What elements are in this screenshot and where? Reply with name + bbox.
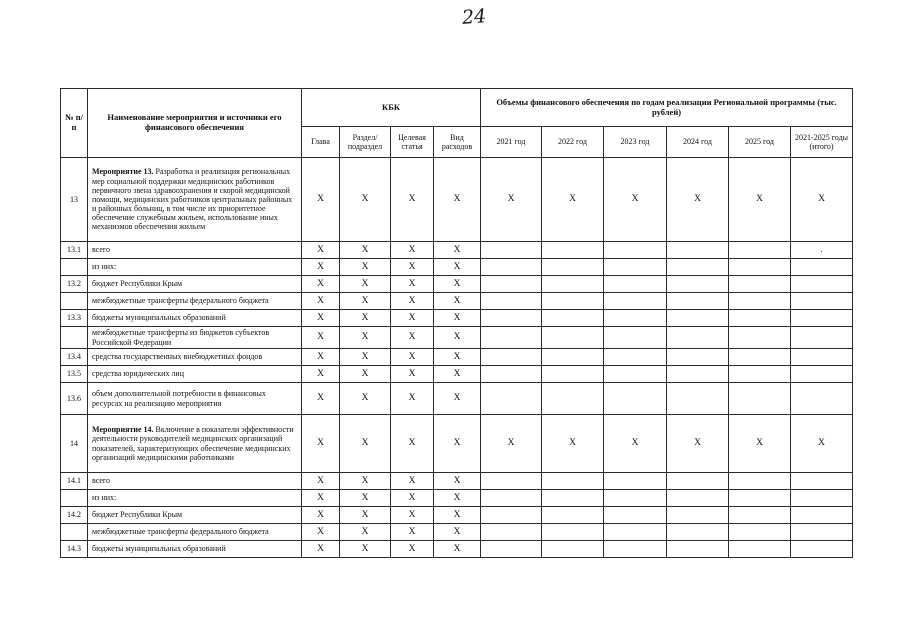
page-number: 24 (461, 5, 487, 29)
amount-cell (542, 327, 604, 349)
x-mark: X (391, 158, 434, 242)
header-year: 2021 год (481, 127, 542, 158)
event-description (88, 158, 302, 242)
amount-cell (791, 524, 853, 541)
amount-cell (604, 383, 667, 415)
x-mark: X (729, 415, 791, 473)
amount-cell (729, 524, 791, 541)
x-mark: X (391, 415, 434, 473)
x-mark: X (340, 366, 391, 383)
x-mark: X (340, 541, 391, 558)
x-mark: X (302, 524, 340, 541)
source-name: бюджеты муниципальных образований (88, 541, 302, 558)
x-mark: X (791, 158, 853, 242)
amount-cell (542, 383, 604, 415)
source-name: объем дополнительной потребности в финансовых ресурсах на реализацию мероприятия (88, 383, 302, 415)
amount-cell (481, 349, 542, 366)
amount-cell (481, 490, 542, 507)
table-row (61, 310, 853, 327)
header-volumes: Объемы финансового обеспечения по годам реализации Региональной программы (тыс. рублей) (481, 89, 853, 127)
amount-cell (542, 490, 604, 507)
amount-cell (542, 366, 604, 383)
row-num (61, 259, 88, 276)
x-mark: X (434, 158, 481, 242)
amount-cell (791, 473, 853, 490)
header-num: № п/п (61, 89, 88, 158)
table-row (61, 524, 853, 541)
amount-cell (481, 383, 542, 415)
x-mark: X (302, 158, 340, 242)
row-num: 14 (61, 415, 88, 473)
x-mark: X (434, 366, 481, 383)
amount-cell (481, 524, 542, 541)
x-mark: X (391, 327, 434, 349)
x-mark: X (302, 276, 340, 293)
x-mark: X (302, 259, 340, 276)
amount-cell (604, 541, 667, 558)
event-row (61, 415, 853, 473)
x-mark: X (434, 242, 481, 259)
amount-cell (604, 327, 667, 349)
x-mark: X (434, 524, 481, 541)
amount-cell (791, 259, 853, 276)
row-num: 14.2 (61, 507, 88, 524)
x-mark: X (391, 524, 434, 541)
table-row (61, 383, 853, 415)
x-mark: X (302, 507, 340, 524)
amount-cell (604, 524, 667, 541)
row-num: 13.1 (61, 242, 88, 259)
amount-cell (729, 327, 791, 349)
x-mark: X (340, 259, 391, 276)
row-num (61, 293, 88, 310)
amount-cell (667, 293, 729, 310)
event-title: Мероприятие 14. (92, 425, 154, 435)
amount-cell (667, 383, 729, 415)
amount-cell (791, 293, 853, 310)
amount-cell (542, 276, 604, 293)
row-num: 14.3 (61, 541, 88, 558)
amount-cell (604, 242, 667, 259)
amount-cell (729, 259, 791, 276)
x-mark: X (302, 541, 340, 558)
header-kbk-col: Целевая статья (391, 127, 434, 158)
x-mark: X (667, 415, 729, 473)
amount-cell (542, 259, 604, 276)
x-mark: X (340, 507, 391, 524)
x-mark: X (729, 158, 791, 242)
amount-cell (604, 293, 667, 310)
x-mark: X (302, 473, 340, 490)
financing-table (60, 88, 853, 558)
amount-cell (667, 490, 729, 507)
x-mark: X (302, 293, 340, 310)
header-year: 2025 год (729, 127, 791, 158)
row-num (61, 524, 88, 541)
x-mark: X (340, 310, 391, 327)
amount-cell (604, 366, 667, 383)
table-row (61, 327, 853, 349)
x-mark: X (434, 383, 481, 415)
source-name: всего (88, 473, 302, 490)
x-mark: X (340, 276, 391, 293)
amount-cell (791, 310, 853, 327)
event14-source-rows (61, 473, 853, 558)
table-row (61, 276, 853, 293)
source-name: всего (88, 242, 302, 259)
table-row (61, 541, 853, 558)
header-year: 2023 год (604, 127, 667, 158)
x-mark: X (302, 242, 340, 259)
amount-cell (729, 490, 791, 507)
table-row (61, 490, 853, 507)
x-mark: X (302, 366, 340, 383)
amount-cell (481, 276, 542, 293)
amount-cell (729, 473, 791, 490)
amount-cell (729, 366, 791, 383)
source-name: средства государственных внебюджетных фондов (88, 349, 302, 366)
amount-cell (481, 242, 542, 259)
x-mark: X (434, 473, 481, 490)
row-num: 14.1 (61, 473, 88, 490)
amount-cell (791, 490, 853, 507)
event-text: Разработка и реализация региональных мер социальной поддержки медицинских работников первичного звена здравоохранения и скорой медицинской помощи, медицинских работников центральных районных и районных больниц, в том числе их приоритетное обеспечение служебным жильем, использование иных механизмов обеспечения жильем (92, 167, 293, 232)
x-mark: X (302, 490, 340, 507)
amount-cell (604, 349, 667, 366)
source-name: межбюджетные трансферты федерального бюджета (88, 524, 302, 541)
x-mark: X (434, 310, 481, 327)
row-num: 13.6 (61, 383, 88, 415)
amount-cell (667, 473, 729, 490)
header-kbk: КБК (302, 89, 481, 127)
event-description (88, 415, 302, 473)
x-mark: X (542, 415, 604, 473)
x-mark: X (391, 293, 434, 310)
amount-cell (481, 366, 542, 383)
x-mark: X (391, 276, 434, 293)
table-row (61, 293, 853, 310)
row-num (61, 490, 88, 507)
source-name: средства юридических лиц (88, 366, 302, 383)
row-num: 13.5 (61, 366, 88, 383)
row-num: 13 (61, 158, 88, 242)
x-mark: X (391, 349, 434, 366)
amount-cell (667, 327, 729, 349)
x-mark: X (434, 415, 481, 473)
source-name: бюджеты муниципальных образований (88, 310, 302, 327)
amount-cell (542, 524, 604, 541)
x-mark: X (340, 349, 391, 366)
amount-cell (667, 276, 729, 293)
x-mark: X (604, 158, 667, 242)
x-mark: X (340, 293, 391, 310)
header-kbk-col: Раздел/ подраздел (340, 127, 391, 158)
amount-cell (791, 541, 853, 558)
source-name: межбюджетные трансферты федерального бюджета (88, 293, 302, 310)
amount-cell (481, 507, 542, 524)
x-mark: X (340, 158, 391, 242)
amount-cell (604, 310, 667, 327)
x-mark: X (391, 507, 434, 524)
amount-cell (791, 507, 853, 524)
source-name: бюджет Республики Крым (88, 276, 302, 293)
x-mark: X (481, 415, 542, 473)
header-kbk-col: Глава (302, 127, 340, 158)
row-num (61, 327, 88, 349)
amount-cell (604, 507, 667, 524)
x-mark: X (791, 415, 853, 473)
x-mark: X (434, 259, 481, 276)
table-row (61, 473, 853, 490)
x-mark: X (434, 490, 481, 507)
event-title: Мероприятие 13. (92, 167, 154, 177)
amount-cell (542, 541, 604, 558)
x-mark: X (340, 327, 391, 349)
table-row (61, 349, 853, 366)
amount-cell (667, 310, 729, 327)
x-mark: X (542, 158, 604, 242)
amount-cell (729, 541, 791, 558)
amount-cell (667, 507, 729, 524)
dot-mark: . (791, 242, 853, 259)
source-name: бюджет Республики Крым (88, 507, 302, 524)
x-mark: X (434, 541, 481, 558)
amount-cell (667, 366, 729, 383)
x-mark: X (434, 327, 481, 349)
header-name: Наименование мероприятия и источники его финансового обеспечения (88, 89, 302, 158)
amount-cell (667, 349, 729, 366)
x-mark: X (340, 415, 391, 473)
x-mark: X (391, 242, 434, 259)
x-mark: X (604, 415, 667, 473)
table-row (61, 259, 853, 276)
amount-cell (791, 366, 853, 383)
amount-cell (729, 349, 791, 366)
x-mark: X (667, 158, 729, 242)
amount-cell (729, 276, 791, 293)
amount-cell (604, 473, 667, 490)
amount-cell (481, 259, 542, 276)
header-year: 2024 год (667, 127, 729, 158)
amount-cell (542, 349, 604, 366)
amount-cell (542, 507, 604, 524)
x-mark: X (340, 524, 391, 541)
amount-cell (791, 349, 853, 366)
table-row (61, 366, 853, 383)
amount-cell (729, 310, 791, 327)
x-mark: X (340, 473, 391, 490)
amount-cell (791, 383, 853, 415)
amount-cell (481, 327, 542, 349)
x-mark: X (391, 541, 434, 558)
amount-cell (791, 276, 853, 293)
event13-source-rows (61, 242, 853, 415)
row-num: 13.4 (61, 349, 88, 366)
amount-cell (604, 490, 667, 507)
event-text: Включение в показатели эффективности деятельности руководителей медицинских организаций показателей, характеризующих обеспечение медицинских организаций медицинскими работниками (92, 425, 294, 462)
x-mark: X (302, 349, 340, 366)
x-mark: X (481, 158, 542, 242)
amount-cell (729, 383, 791, 415)
x-mark: X (434, 293, 481, 310)
x-mark: X (391, 259, 434, 276)
header-year: 2021-2025 годы (итого) (791, 127, 853, 158)
x-mark: X (434, 507, 481, 524)
x-mark: X (391, 383, 434, 415)
x-mark: X (302, 310, 340, 327)
source-name: межбюджетные трансферты из бюджетов субъектов Российской Федерации (88, 327, 302, 349)
x-mark: X (391, 366, 434, 383)
header-kbk-col: Вид расходов (434, 127, 481, 158)
amount-cell (729, 242, 791, 259)
amount-cell (542, 473, 604, 490)
amount-cell (667, 541, 729, 558)
amount-cell (729, 293, 791, 310)
x-mark: X (434, 276, 481, 293)
amount-cell (667, 242, 729, 259)
amount-cell (604, 259, 667, 276)
header-year: 2022 год (542, 127, 604, 158)
x-mark: X (340, 242, 391, 259)
x-mark: X (391, 490, 434, 507)
amount-cell (729, 507, 791, 524)
x-mark: X (302, 327, 340, 349)
source-name: из них: (88, 259, 302, 276)
table-row (61, 507, 853, 524)
x-mark: X (391, 310, 434, 327)
header-row-top (61, 89, 853, 127)
row-num: 13.2 (61, 276, 88, 293)
amount-cell (542, 242, 604, 259)
x-mark: X (434, 349, 481, 366)
amount-cell (481, 310, 542, 327)
amount-cell (481, 541, 542, 558)
event-row (61, 158, 853, 242)
amount-cell (667, 259, 729, 276)
table-row (61, 242, 853, 259)
amount-cell (481, 473, 542, 490)
x-mark: X (340, 383, 391, 415)
x-mark: X (391, 473, 434, 490)
amount-cell (542, 293, 604, 310)
amount-cell (604, 276, 667, 293)
source-name: из них: (88, 490, 302, 507)
amount-cell (667, 524, 729, 541)
row-num: 13.3 (61, 310, 88, 327)
amount-cell (791, 327, 853, 349)
x-mark: X (302, 415, 340, 473)
amount-cell (481, 293, 542, 310)
x-mark: X (302, 383, 340, 415)
x-mark: X (340, 490, 391, 507)
amount-cell (542, 310, 604, 327)
